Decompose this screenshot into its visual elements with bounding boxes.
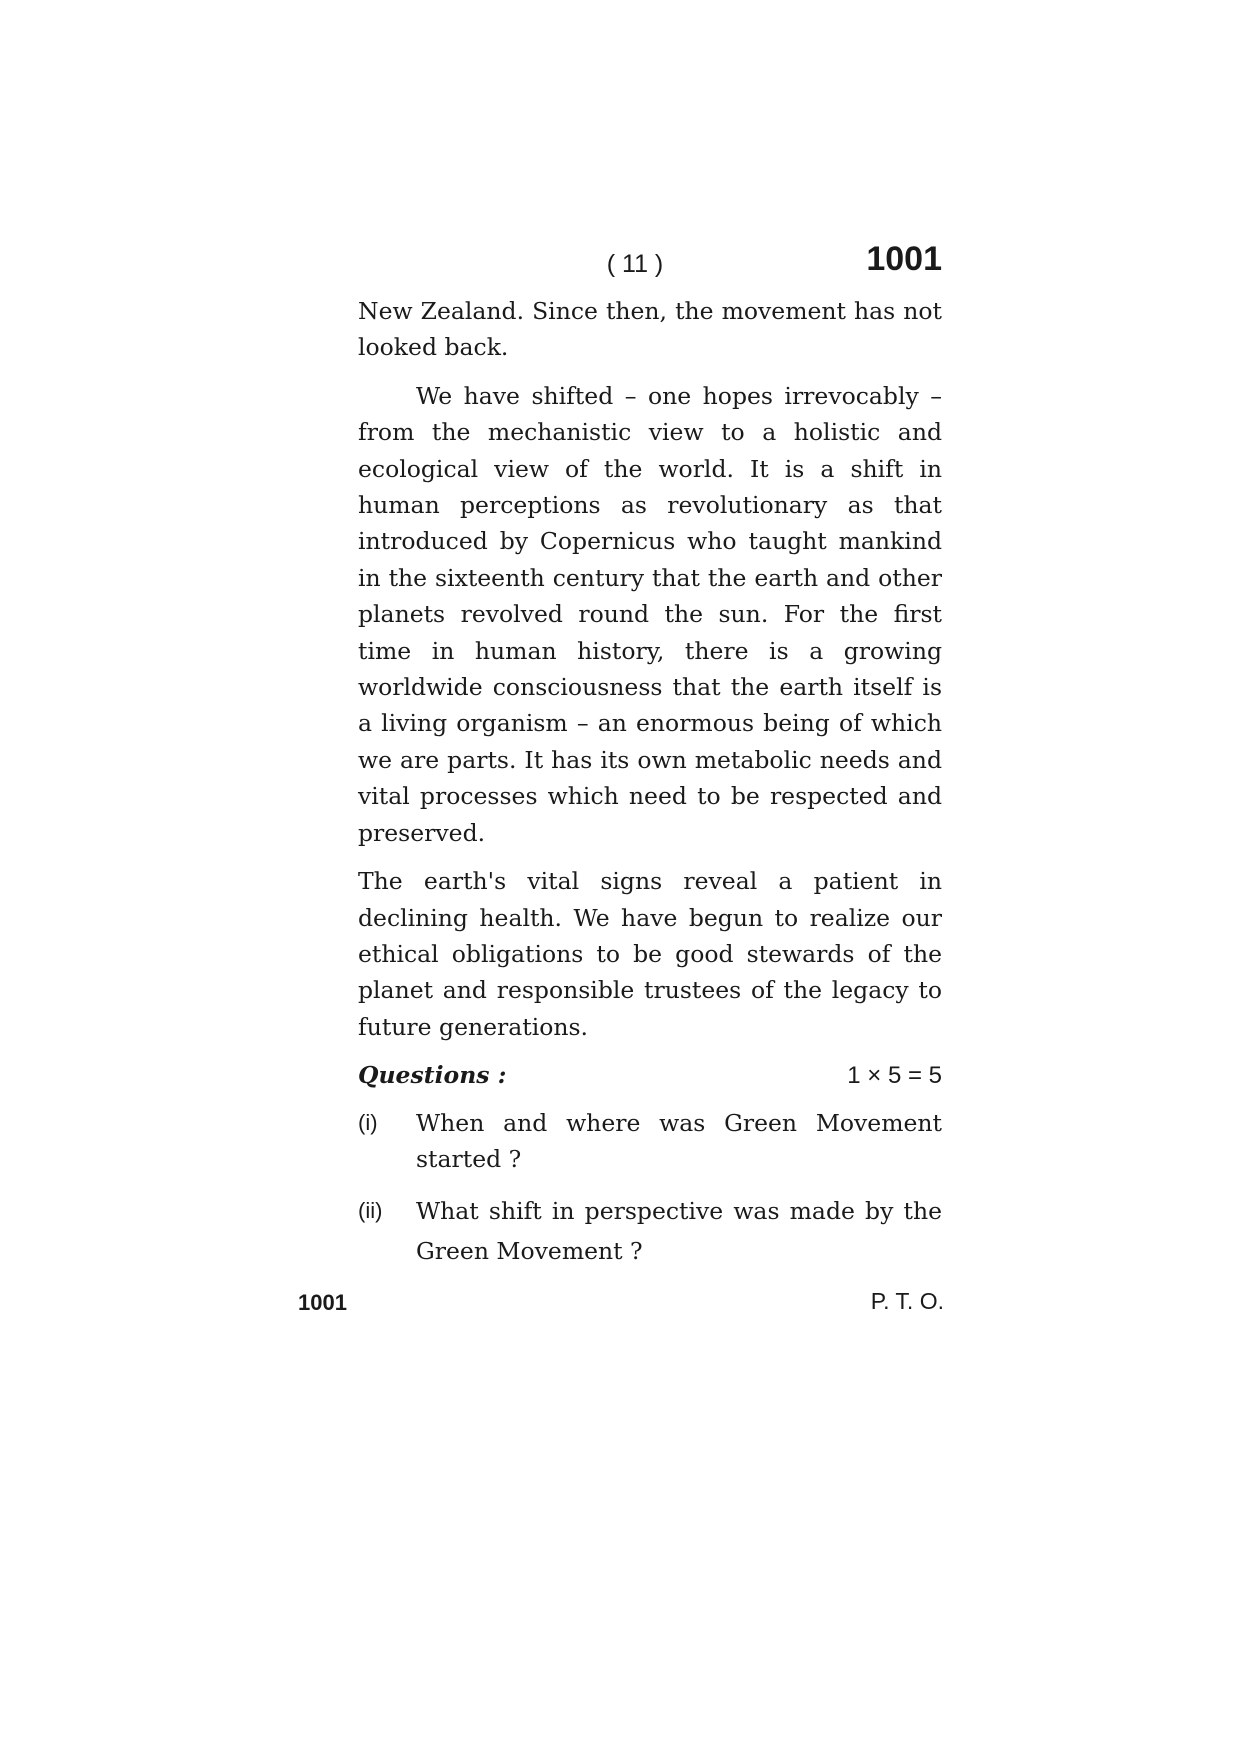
question-text: What shift in perspective was made by the Green Movement ? [416,1197,942,1266]
passage-paragraph-1: New Zealand. Since then, the movement has not looked back. [358,297,942,362]
please-turn-over: P. T. O. [870,1288,944,1314]
question-number: (i) [358,1109,378,1135]
paper-code-footer: 1001 [298,1290,347,1315]
question-item [358,1105,942,1178]
page-number: ( 11 ) [606,250,664,278]
passage-paragraph-3: The earth's vital signs reveal a patient in declining health. We have begun to realize our ethical obligations to be good stewards of the planet and responsible trustees of the legacy to future generations. [358,867,942,1041]
question-number: (ii) [358,1198,383,1224]
marks-allocation: 1 × 5 = 5 [847,1062,942,1090]
questions-heading-row [358,1057,942,1094]
question-text: When and where was Green Movement started ? [416,1108,942,1173]
passage-paragraph-2: We have shifted – one hopes irrevocably – from the mechanistic view to a holistic and ecological view of the world. It is a shift in human perceptions as revolutionary as that introduced by Copernicus who taught mankind in the sixteenth century that the earth and other planets revolved round the sun. For the first time in human history, there is a growing worldwide consciousness that the earth itself is a living organism – an enormous being of which we are parts. It has its own metabolic needs and vital processes which need to be respected and preserved. [358,381,942,847]
question-item [358,1191,942,1271]
questions-label: Questions : [358,1061,507,1090]
passage-body [358,293,942,1271]
paper-code-header: 1001 [866,240,942,278]
